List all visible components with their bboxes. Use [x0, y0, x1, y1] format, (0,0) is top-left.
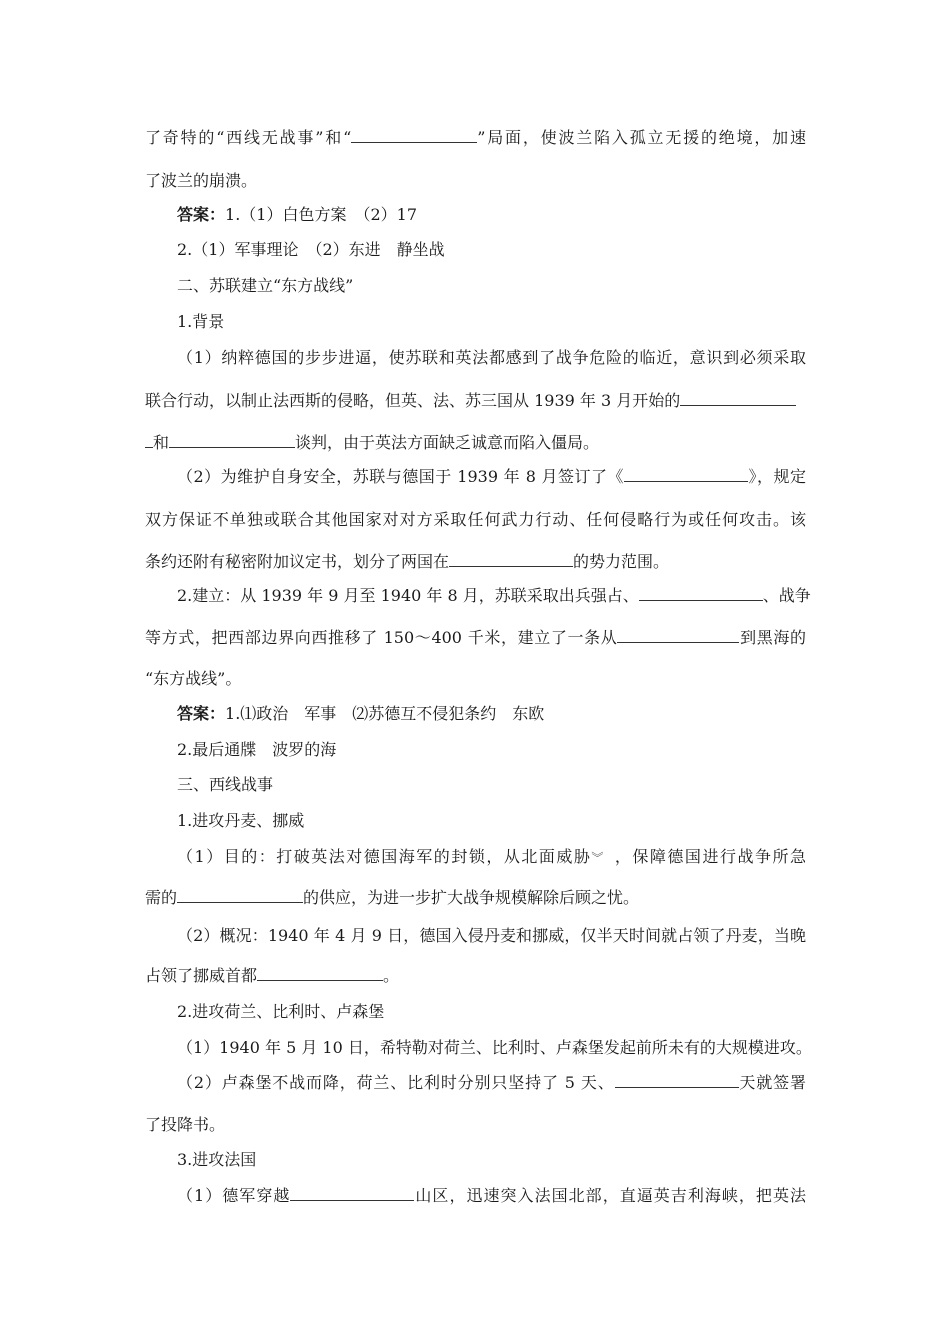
answer-line: 2.最后通牒 波罗的海 [177, 740, 337, 759]
text-line: 等方式，把西部边界向西推移了 150～400 千米，建立了一条从 到黑海的 [145, 628, 806, 647]
text-line: （2）概况：1940 年 4 月 9 日，德国入侵丹麦和挪威，仅半天时间就占领了丹麦，当晚 [177, 926, 806, 945]
text-line: （1）1940 年 5 月 10 日，希特勒对荷兰、比利时、卢森堡发起前所未有的大规模进攻。 [177, 1038, 812, 1057]
subsection-heading: 1.进攻丹麦、挪威 [177, 811, 305, 830]
text-line: （1）目的：打破英法对德国海军的封锁，从北面威胁︾ ，保障德国进行战争所急 [177, 847, 806, 866]
fill-blank [617, 628, 739, 643]
section-heading: 二、苏联建立“东方战线” [177, 276, 354, 295]
answer-line: 答案：1.⑴政治 军事 ⑵苏德互不侵犯条约 东欧 [177, 704, 545, 723]
fill-blank [449, 552, 573, 567]
text-line: （1）德军穿越 山区，迅速突入法国北部，直逼英吉利海峡，把英法 [177, 1186, 806, 1205]
text-line: 双方保证不单独或联合其他国家对对方采取任何武力行动、任何侵略行为或任何攻击。该 [145, 510, 806, 529]
text-line: 和 谈判，由于英法方面缺乏诚意而陷入僵局。 [145, 433, 599, 453]
fill-blank [169, 433, 295, 448]
fill-blank [680, 391, 796, 406]
subsection-heading: 1.背景 [177, 312, 225, 331]
fill-blank [624, 467, 748, 482]
fill-blank [615, 1073, 739, 1088]
text-line: 了波兰的崩溃。 [145, 171, 258, 190]
subsection-heading: 2.进攻荷兰、比利时、卢森堡 [177, 1002, 385, 1021]
answer-line: 2.（1）军事理论 （2）东进 静坐战 [177, 240, 445, 259]
answer-line: 答案：1.（1）白色方案 （2）17 [177, 205, 418, 224]
answer-label: 答案： [177, 205, 226, 224]
text-line: 占领了挪威首都 。 [145, 966, 400, 985]
fill-blank [177, 888, 303, 903]
fill-blank [290, 1186, 414, 1201]
text-line: （2）卢森堡不战而降，荷兰、比利时分别只坚持了 5 天、 天就签署 [177, 1073, 806, 1092]
subsection-heading: 3.进攻法国 [177, 1150, 257, 1169]
fill-blank [639, 586, 763, 601]
text-line: 条约还附有秘密附加议定书，划分了两国在 的势力范围。 [145, 552, 670, 571]
text-line: 了投降书。 [145, 1115, 226, 1134]
text-line: （1）纳粹德国的步步进逼，使苏联和英法都感到了战争危险的临近，意识到必须采取 [177, 348, 806, 367]
text-line: 2.建立：从 1939 年 9 月至 1940 年 8 月，苏联采取出兵强占、 、战争 [177, 586, 811, 605]
text-line: （2）为维护自身安全，苏联与德国于 1939 年 8 月签订了《 》，规定 [177, 467, 806, 486]
fill-blank [351, 128, 477, 143]
chevron-glyph: ︾ [591, 851, 604, 865]
answer-label: 答案： [177, 704, 226, 723]
text-line: 了奇特的“西线无战事”和“ ”局面，使波兰陷入孤立无援的绝境，加速 [145, 128, 806, 147]
fill-blank [145, 433, 153, 448]
text-line: 联合行动，以制止法西斯的侵略，但英、法、苏三国从 1939 年 3 月开始的 [145, 391, 796, 411]
section-heading: 三、西线战事 [177, 775, 274, 794]
text-line: 需的 的供应，为进一步扩大战争规模解除后顾之忧。 [145, 888, 640, 907]
text-line: “东方战线”。 [145, 669, 242, 688]
fill-blank [257, 966, 383, 981]
